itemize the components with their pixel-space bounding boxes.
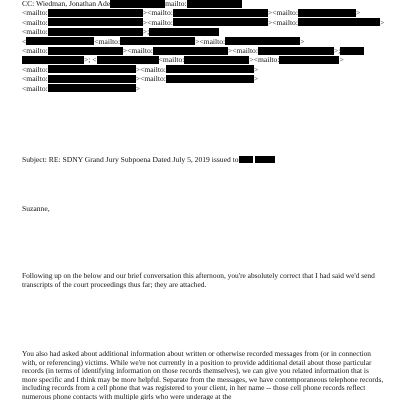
header-text: ><mailto: xyxy=(142,8,173,18)
header-text: <mailto: xyxy=(22,8,48,18)
header-text: ><mailto: xyxy=(195,36,226,46)
redaction-bar xyxy=(120,37,195,45)
redaction-bar xyxy=(187,0,242,8)
header-text: ><mailto: xyxy=(267,8,298,18)
header-text: >; xyxy=(142,27,150,37)
header-text: > xyxy=(300,36,305,46)
email-paragraph-1: Following up on the below and our brief conversation this afternoon, you're absolutely correct that I had said we'd send transcripts of the court proceedings thus far; they are attached. xyxy=(22,271,375,289)
redaction-bar xyxy=(149,28,219,36)
redaction-bar xyxy=(173,18,268,26)
redaction-bar xyxy=(48,47,123,55)
header-text: ><mailto: xyxy=(135,64,166,74)
header-text: <mailto: xyxy=(22,46,48,55)
header-line xyxy=(22,8,360,17)
header-text: ><mailto: xyxy=(227,46,258,55)
header-text: >; xyxy=(333,46,341,55)
header-text: < xyxy=(22,36,27,46)
header-text: > xyxy=(253,74,259,84)
header-text: mailto: xyxy=(165,0,187,8)
redaction-bar xyxy=(173,9,268,17)
header-text: ><mailto: xyxy=(267,17,298,27)
header-text: <mailto: xyxy=(22,27,48,37)
header-line xyxy=(22,18,384,27)
header-text: <mailto: xyxy=(22,83,48,93)
redaction-bar xyxy=(48,28,143,36)
email-greeting: Suzanne, xyxy=(22,204,50,213)
header-text: > xyxy=(355,8,361,18)
redaction-bar xyxy=(166,75,254,83)
header-line xyxy=(22,37,304,46)
redaction-bar xyxy=(298,9,356,17)
redaction-bar xyxy=(110,0,165,8)
redaction-bar xyxy=(26,37,94,45)
email-subject-line xyxy=(22,155,277,164)
email-paragraph-2: You also had asked about additional information about written or otherwise recorded messages from (or in connection with, or referencing) victims. While we're not currently in a position to provide additional detail about those particular records (in terms of identifying information on those records themselves), we can give you related information that is more specific and I think may be more helpful. Separate from the messages, we have contemporaneous telephone records, including records from a cell phone that was registered to your client, in her name -- those cell phone records reflect numerous phone contacts with multiple girls who were underage at the xyxy=(22,349,384,400)
redaction-bar xyxy=(153,47,228,55)
header-line xyxy=(22,0,242,8)
redaction-bar xyxy=(184,56,249,64)
header-text: <mailto: xyxy=(94,36,121,46)
redaction-bar xyxy=(340,47,364,55)
header-text: > xyxy=(253,64,259,74)
redaction-bar xyxy=(225,37,300,45)
redaction-bar xyxy=(279,56,339,64)
header-line xyxy=(22,74,258,83)
header-text: ><mailto: xyxy=(122,46,153,55)
redaction-bar xyxy=(258,47,334,55)
redaction-bar xyxy=(48,18,143,26)
redaction-bar xyxy=(48,65,136,73)
redaction-bar xyxy=(166,65,254,73)
redaction-bar xyxy=(298,18,380,26)
email-subject-text: Subject: RE: SDNY Grand Jury Subpoena Dated July 5, 2019 issued to xyxy=(22,155,239,164)
redaction-bar xyxy=(239,156,253,163)
header-text: CC: Wiedman, Jonathan Ade xyxy=(22,0,111,8)
header-text: <mailto: xyxy=(22,17,48,27)
header-text: > xyxy=(135,83,141,93)
redaction-bar xyxy=(22,56,84,64)
header-line xyxy=(22,27,219,36)
redaction-bar xyxy=(48,84,136,92)
header-text: ><mailto: xyxy=(142,17,173,27)
header-text: > xyxy=(379,17,385,27)
header-text: >; < xyxy=(84,55,97,65)
subject-redactions xyxy=(239,155,277,164)
redaction-bar xyxy=(48,9,143,17)
redaction-bar xyxy=(48,75,136,83)
header-text: <mailto: xyxy=(158,55,185,65)
header-line xyxy=(22,55,344,64)
header-line xyxy=(22,84,140,93)
header-text: ><mailto: xyxy=(135,74,166,84)
header-text: ><mailto: xyxy=(249,55,280,65)
header-text: <mailto: xyxy=(22,64,48,74)
header-text: > xyxy=(339,55,344,65)
header-text: <mailto: xyxy=(22,74,48,84)
header-line xyxy=(22,46,364,55)
header-line xyxy=(22,65,258,74)
redaction-bar xyxy=(97,56,159,64)
redaction-bar xyxy=(255,156,275,163)
